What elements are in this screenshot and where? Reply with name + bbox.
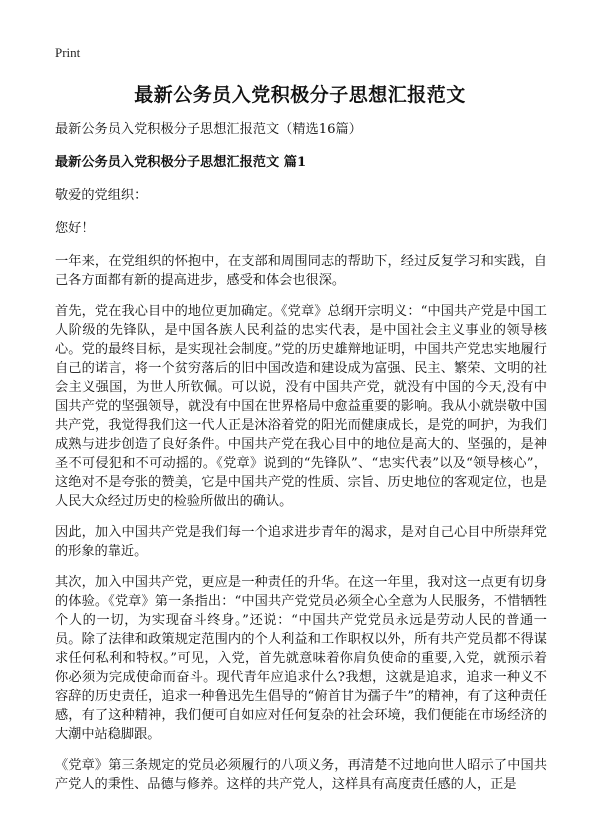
paragraph-2: 首先，党在我心目中的地位更加确定。《党章》总纲开宗明义：“中国共产党是中国工人阶级的先锋队，是中国各族人民利益的忠实代表，是中国社会主义事业的领导核心。党的最终目标，是实现社会制度。”党的历史雄辩地证明，中国共产党忠实地履行自己的诺言，将一个贫穷落后的旧中国改造和建设成为富强、民主、繁荣、文明的社会主义强国，为世人所钦佩。可以说，没有中国共产党，就没有中国的今天,没有中国共产党的坚强领导，就没有中国在世界格局中愈益重要的影响。我从小就崇敬中国共产党，我觉得我们这一代人正是沐浴着党的阳光而健康成长，是党的呵护，为我们成熟与进步创造了良好条件。中国共产党在我心目中的地位是高大的、坚强的，是神圣不可侵犯和不可动摇的。《党章》说到的“先锋队”、“忠实代表”以及“领导核心”，这绝对不是夸张的赞美，它是中国共产党的性质、宗旨、历史地位的客观定位，也是人民大众经过历史的检验所做出的确认。 xyxy=(55,304,547,509)
paragraph-4: 其次，加入中国共产党，更应是一种责任的升华。在这一年里，我对这一点更有切身的体验。《党章》第一条指出：“中国共产党党员必须全心全意为人民服务，不惜牺牲个人的一切，为实现奋斗终身。”还说：“中国共产党党员永远是劳动人民的普通一员。除了法律和政策规定范围内的个人利益和工作职权以外，所有共产党员都不得谋求任何私利和特权。”可见，入党，首先就意味着你肩负使命的重要,入党，就预示着你必须为完成使命而奋斗。现代青年应追求什么?我想，这就是追求，追求一种义不容辞的历史责任，追求一种鲁迅先生倡导的“俯首甘为孺子牛”的精神，有了这种责任感，有了这种精神，我们便可自如应对任何复杂的社会环境，我们便能在市场经济的大潮中站稳脚跟。 xyxy=(55,575,547,742)
print-link[interactable]: Print xyxy=(55,45,81,60)
salutation: 敬爱的党组织： xyxy=(55,188,148,203)
greeting-line: 您好！ xyxy=(55,221,95,236)
paragraph-5: 《党章》第三条规定的党员必须履行的八项义务，再清楚不过地向世人昭示了中国共产党人的秉性、品德与修养。这样的共产党人，这样具有高度责任感的人，正是 xyxy=(55,758,547,792)
paragraph-1: 一年来，在党组织的怀抱中，在支部和周围同志的帮助下，经过反复学习和实践，自己各方面都有新的提高进步，感受和体会也很深。 xyxy=(55,254,547,288)
document-body xyxy=(55,120,547,806)
document-title: 最新公务员入党积极分子思想汇报范文 xyxy=(134,84,466,106)
paragraph-3: 因此，加入中国共产党是我们每一个追求进步青年的渴求，是对自己心目中所崇拜党的形象的靠近。 xyxy=(55,525,547,559)
document-subtitle: 最新公务员入党积极分子思想汇报范文（精选16篇） xyxy=(55,122,362,137)
chapter-heading: 最新公务员入党积极分子思想汇报范文 篇1 xyxy=(55,155,307,170)
